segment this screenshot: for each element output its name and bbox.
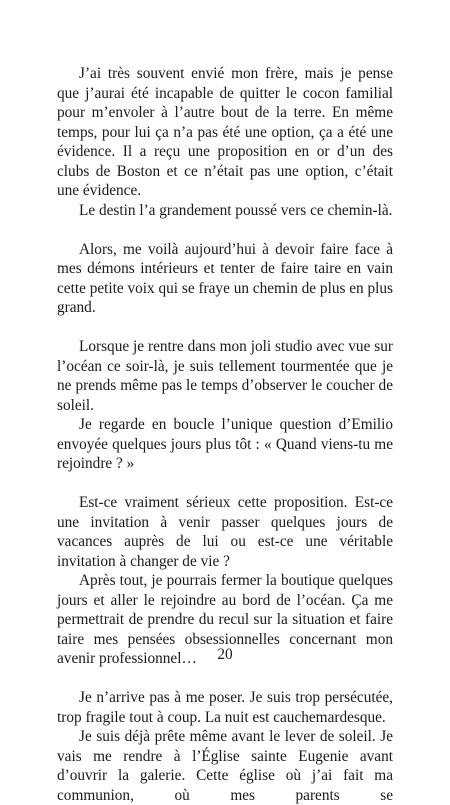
paragraph: Lorsque je rentre dans mon joli studio avec vue sur l’océan ce soir-là, je suis tellement tourmentée que je ne prends même pas le temps d’observer le coucher de soleil. <box>57 338 393 414</box>
paragraph: Alors, me voilà aujourd’hui à devoir faire face à mes démons intérieurs et tenter de faire taire en vain cette petite voix qui se fraye un chemin de plus en plus grand. <box>57 240 394 316</box>
paragraph: Le destin l’a grandement poussé vers ce chemin-là. <box>79 201 393 219</box>
page-body <box>57 64 393 805</box>
paragraph: Je suis déjà prête même avant le lever de soleil. Je vais me rendre à l’Église sainte Eugenie avant d’ouvrir la galerie. Cette église où j’ai fait ma communion, où mes parents se <box>57 728 393 804</box>
paragraph: Après tout, je pourrais fermer la boutique quelques jours et aller le rejoindre au bord de l’océan. Ça me permettrait de prendre du recul sur la situation et faire taire mes pensées obsessionnelles concernant mon avenir professionnel… <box>57 572 393 667</box>
paragraph: Je n’arrive pas à me poser. Je suis trop persécutée, trop fragile tout à coup. La nuit est cauchemardesque. <box>57 689 393 726</box>
paragraph: Est-ce vraiment sérieux cette proposition. Est-ce une invitation à venir passer quelques jours de vacances auprès de lui ou est-ce une véritable invitation à changer de vie ? <box>57 494 393 570</box>
paragraph: Je regarde en boucle l’unique question d’Emilio envoyée quelques jours plus tôt : « Quand viens-tu me rejoindre ? » <box>57 416 393 472</box>
paragraph: J’ai très souvent envié mon frère, mais je pense que j’aurai été incapable de quitter le cocon familial pour m’envoler à l’autre bout de la terre. En même temps, pour lui ça n’a pas été une option, ça a été une évidence. Il a reçu une proposition en or d’un des clubs de Boston et ce n’était pas une option, c’était une évidence. <box>57 65 393 199</box>
page-number: 20 <box>217 646 233 663</box>
